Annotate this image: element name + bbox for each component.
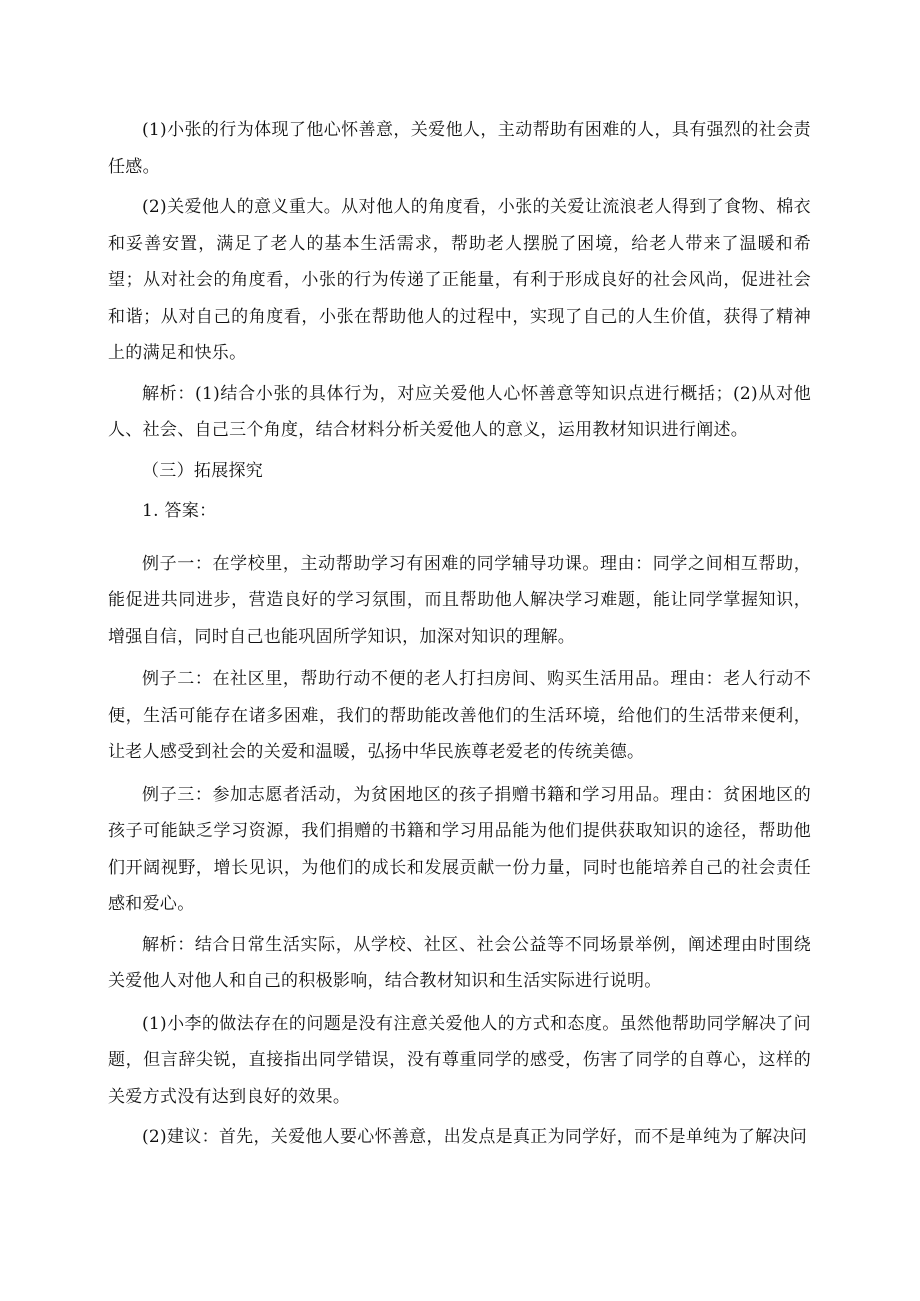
suggestion-paragraph: (2)建议：首先，关爱他人要心怀善意，出发点是真正为同学好，而不是单纯为了解决问 (142, 1127, 808, 1147)
analysis-paragraph-1: 解析：(1)结合小张的具体行为，对应关爱他人心怀善意等知识点进行概括；(2)从对他人、社会、自己三个角度，结合材料分析关爱他人的意义，运用教材知识进行阐述。 (108, 383, 811, 440)
answer-label: 1. 答案： (142, 501, 217, 521)
section-heading-extension: （三）拓展探究 (142, 460, 264, 481)
example-paragraph-2: 例子二：在社区里，帮助行动不便的老人打扫房间、购买生活用品。理由：老人行动不便，生活可能存在诸多困难，我们的帮助能改善他们的生活环境，给他们的生活带来便利，让老人感受到社会的关爱和温暖，弘扬中华民族尊老爱老的传统美德。 (108, 669, 811, 762)
answer-paragraph-1: (1)小张的行为体现了他心怀善意，关爱他人，主动帮助有困难的人，具有强烈的社会责任感。 (108, 120, 811, 177)
document-body (108, 112, 811, 1156)
analysis-paragraph-2: 解析：结合日常生活实际，从学校、社区、社会公益等不同场景举例，阐述理由时围绕关爱他人对他人和自己的积极影响，结合教材知识和生活实际进行说明。 (108, 934, 811, 991)
example-paragraph-1: 例子一：在学校里，主动帮助学习有困难的同学辅导功课。理由：同学之间相互帮助，能促进共同进步，营造良好的学习氛围，而且帮助他人解决学习难题，能让同学掌握知识，增强自信，同时自己也能巩固所学知识，加深对知识的理解。 (108, 553, 811, 647)
example-paragraph-3: 例子三：参加志愿者活动，为贫困地区的孩子捐赠书籍和学习用品。理由：贫困地区的孩子可能缺乏学习资源，我们捐赠的书籍和学习用品能为他们提供获取知识的途径，帮助他们开阔视野，增长见识，为他们的成长和发展贡献一份力量，同时也能培养自己的社会责任感和爱心。 (108, 784, 811, 914)
answer-paragraph-3: (1)小李的做法存在的问题是没有注意关爱他人的方式和态度。虽然他帮助同学解决了问题，但言辞尖锐，直接指出同学错误，没有尊重同学的感受，伤害了同学的自尊心，这样的关爱方式没有达到良好的效果。 (108, 1013, 811, 1107)
answer-paragraph-2: (2)关爱他人的意义重大。从对他人的角度看，小张的关爱让流浪老人得到了食物、棉衣和妥善安置，满足了老人的基本生活需求，帮助老人摆脱了困境，给老人带来了温暖和希望；从对社会的角度看，小张的行为传递了正能量，有利于形成良好的社会风尚，促进社会和谐；从对自己的角度看，小张在帮助他人的过程中，实现了自己的人生价值，获得了精神上的满足和快乐。 (108, 197, 811, 363)
